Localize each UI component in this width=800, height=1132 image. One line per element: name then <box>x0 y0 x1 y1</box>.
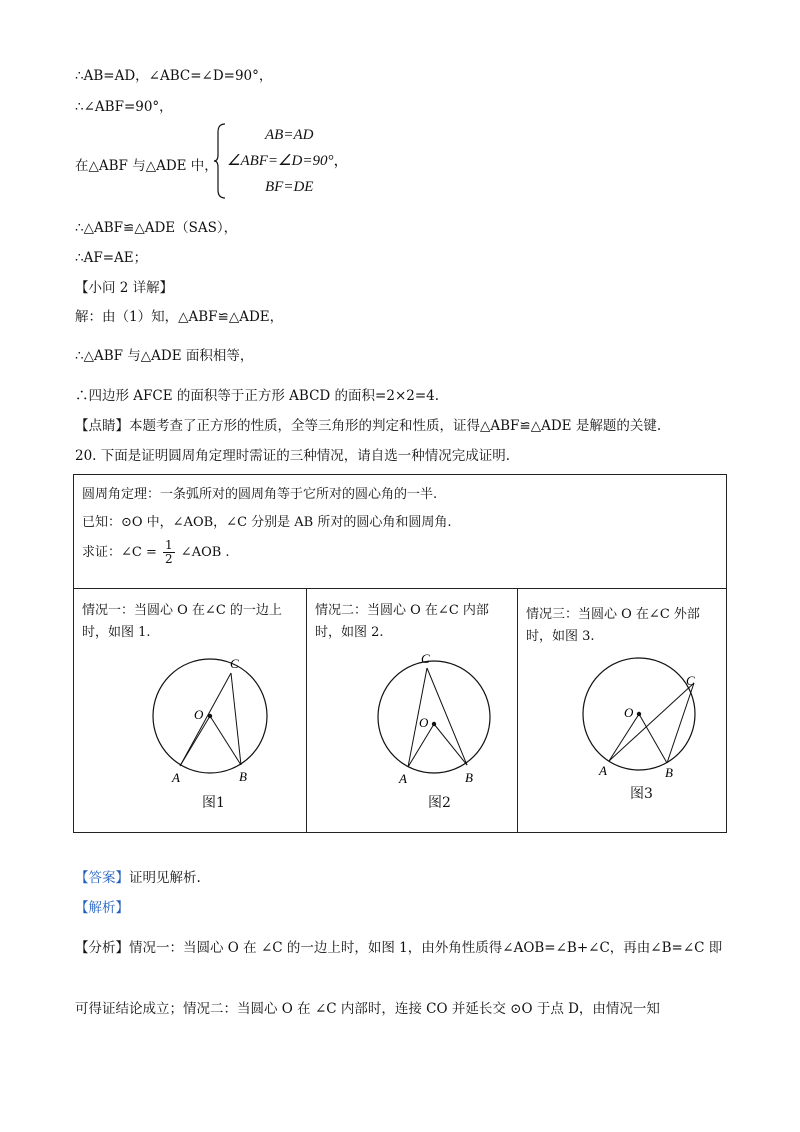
theorem-prove: 求证：∠C = $\frac{1}{2}$ ∠AOB . <box>82 538 230 566</box>
case-cell-2 <box>306 588 518 833</box>
text-line: ∴AF=AE； <box>75 250 148 266</box>
case-cell-1 <box>73 588 307 833</box>
text-line: ∴△ABF 与△ADE 面积相等， <box>75 348 254 364</box>
case-text: 时，如图 1. <box>82 625 151 640</box>
point-label: A <box>172 770 180 785</box>
system-row: AB=AD <box>265 127 314 143</box>
text-line: 解：由（1）知，△ABF≌△ADE， <box>75 309 284 325</box>
analysis-line: 【分析】情况一：当圆心 O 在 ∠C 的一边上时，如图 1，由外角性质得∠AOB=∠B+∠C，再由∠B=∠C 即 <box>75 940 723 956</box>
case-text: 情况一：当圆心 O 在∠C 的一边上 <box>82 603 282 618</box>
note-line: 【点睛】本题考查了正方形的性质，全等三角形的判定和性质，证得△ABF≌△ADE 是解题的关键. <box>75 418 662 434</box>
fraction: $\frac{1}{2}$ <box>165 538 173 566</box>
point-label: C <box>686 673 695 688</box>
figure-2 <box>307 589 517 832</box>
point-label: B <box>465 770 473 785</box>
theorem-box <box>73 474 727 589</box>
figure-1 <box>74 589 306 832</box>
equation-system <box>75 122 475 202</box>
point-label: A <box>599 763 607 778</box>
point-label: O <box>419 715 429 730</box>
point-label: O <box>624 705 634 720</box>
point-label: B <box>665 765 673 780</box>
case-text: 时，如图 3. <box>526 629 595 644</box>
point-label: O <box>194 707 204 722</box>
answer-tag: 【答案】 <box>75 870 129 886</box>
figure-caption: 图1 <box>202 795 225 811</box>
case-text: 情况二：当圆心 O 在∠C 内部 <box>315 603 489 618</box>
figure-caption: 图2 <box>428 795 451 811</box>
text-line: ∴AB=AD，∠ABC=∠D=90°， <box>75 68 273 84</box>
point-label: A <box>399 771 407 786</box>
analysis-line: 可得证结论成立；情况二：当圆心 O 在 ∠C 内部时，连接 CO 并延长交 ⊙O 于点 D，由情况一知 <box>75 1001 660 1017</box>
question-title: 20. 下面是证明圆周角定理时需证的三种情况，请自选一种情况完成证明. <box>75 448 511 464</box>
theorem-given: 已知：⊙O 中，∠AOB，∠C 分别是 AB 所对的圆心角和圆周角. <box>82 515 452 530</box>
text-line: ∴△ABF≌△ADE（SAS）， <box>75 220 238 236</box>
system-rows <box>227 122 348 200</box>
theorem-statement: 圆周角定理：一条弧所对的圆周角等于它所对的圆心角的一半. <box>82 487 438 502</box>
system-lead: 在△ABF 与△ADE 中， <box>75 158 218 174</box>
case-cell-3 <box>517 588 727 833</box>
figure-caption: 图3 <box>630 786 653 802</box>
point-label: C <box>230 656 239 671</box>
analysis-tag: 【解析】 <box>75 900 129 916</box>
point-label: C <box>421 651 430 666</box>
text-line: ∴四边形 AFCE 的面积等于正方形 ABCD 的面积=2×2=4. <box>75 388 440 404</box>
system-row: ∠ABF=∠D=90°， <box>227 153 349 169</box>
figure-3 <box>518 589 726 832</box>
system-row: BF=DE <box>265 179 314 195</box>
case-text: 时，如图 2. <box>315 625 384 640</box>
case-text: 情况三：当圆心 O 在∠C 外部 <box>526 607 700 622</box>
section-heading: 【小问 2 详解】 <box>75 280 174 296</box>
text-line: ∴∠ABF=90°， <box>75 99 173 115</box>
point-label: B <box>239 769 247 784</box>
brace-icon <box>213 122 227 200</box>
answer-line: 【答案】证明见解析. <box>75 870 201 886</box>
